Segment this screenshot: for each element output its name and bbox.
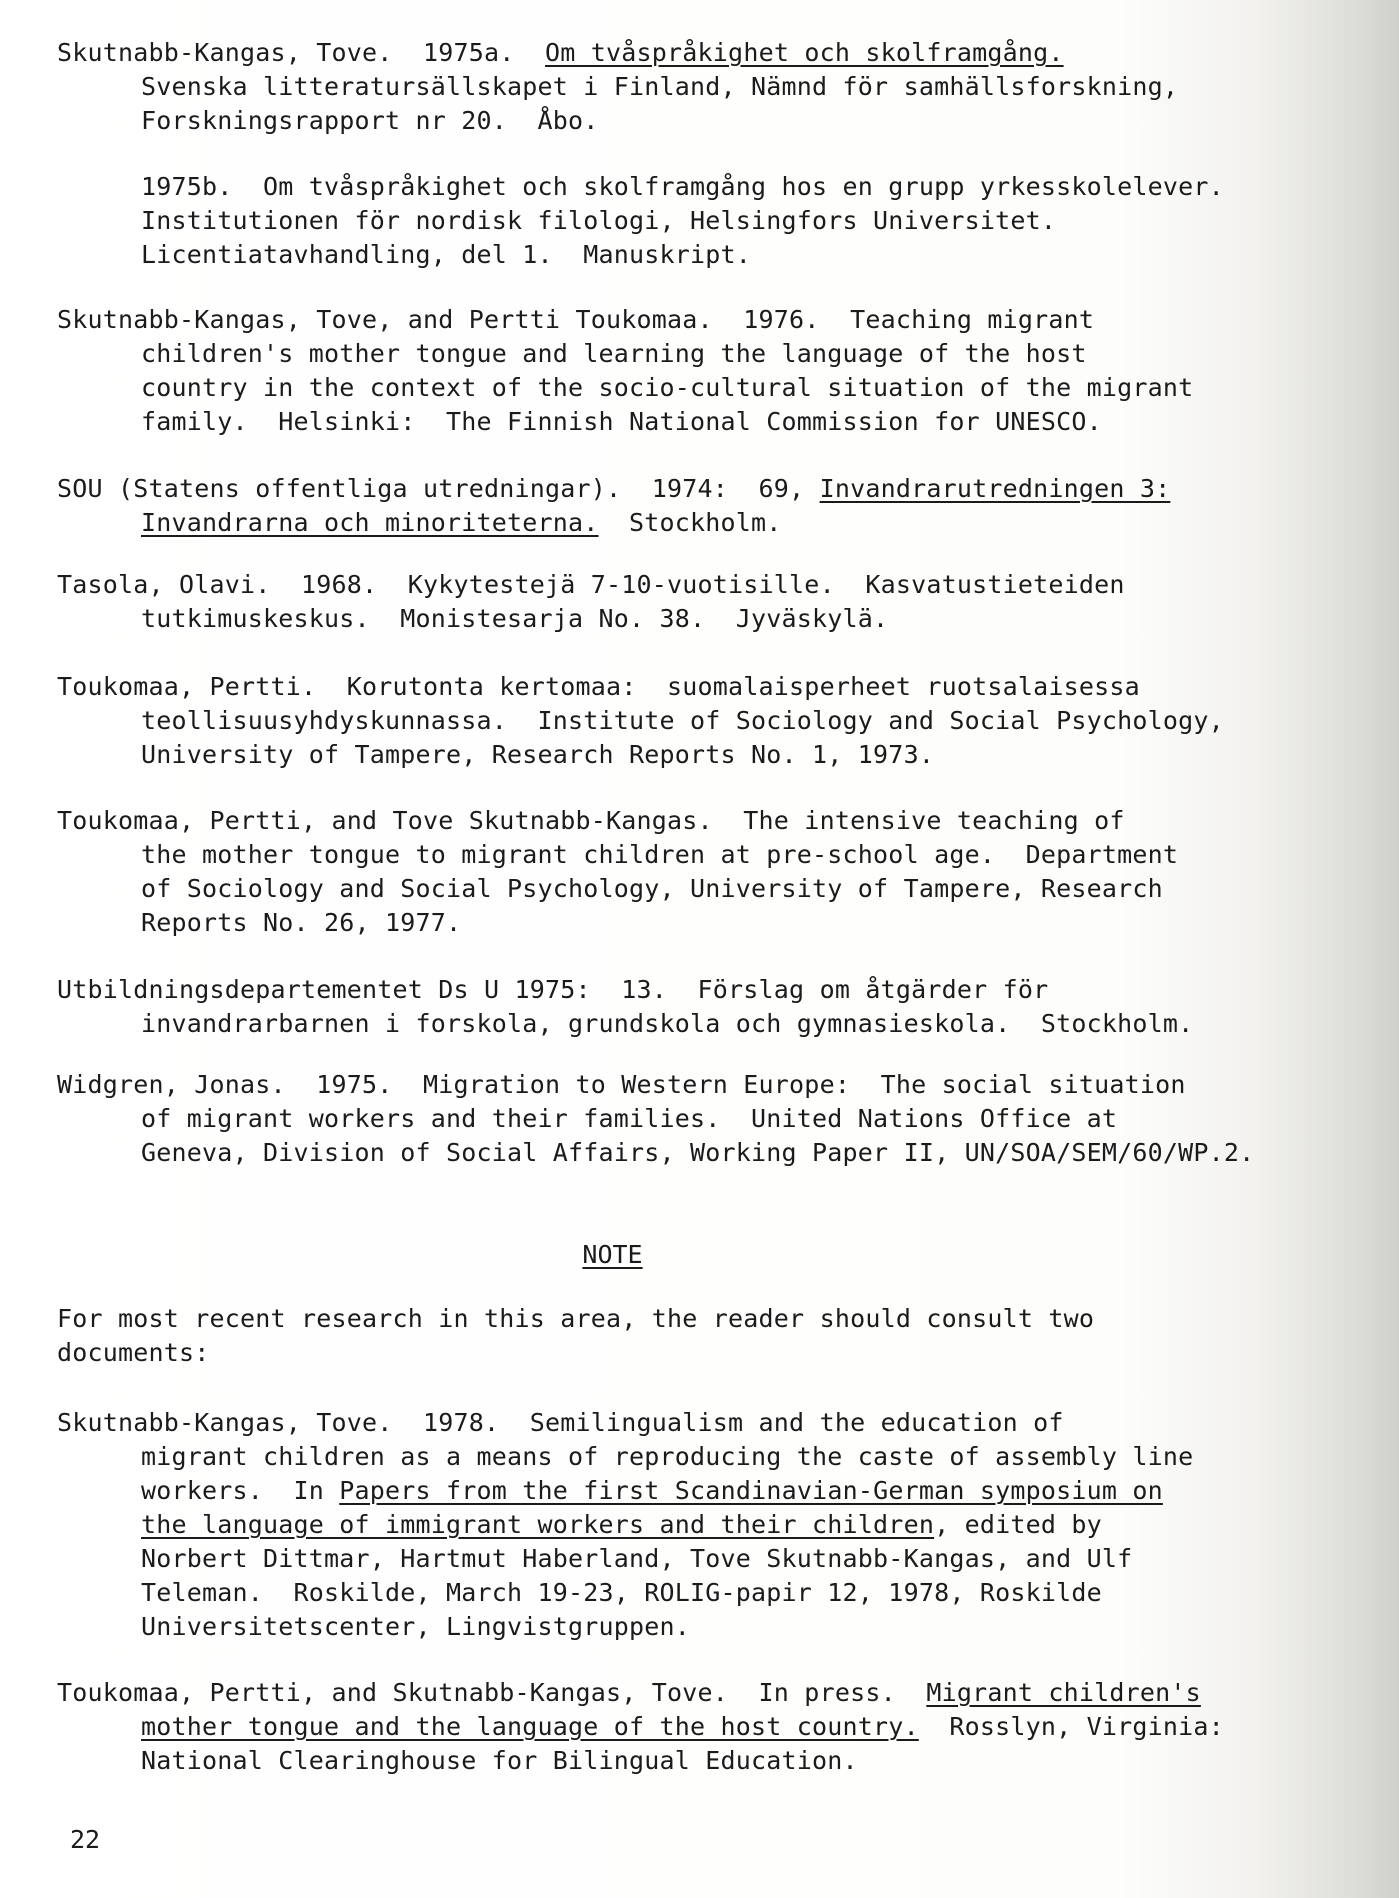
underlined-title: the language of immigrant workers and their children: [141, 1510, 935, 1539]
entry-text: Utbildningsdepartementet Ds U 1975: 13. Förslag om åtgärder för: [57, 975, 1049, 1004]
entry-line: [57, 670, 1347, 704]
entry-line: [57, 1676, 1347, 1710]
entry-line: [57, 838, 1347, 872]
entry-line: [57, 1406, 1347, 1440]
entry-text: Reports No. 26, 1977.: [141, 908, 462, 937]
entry-line: [57, 238, 1347, 272]
entry-line: [57, 303, 1347, 337]
entry-text: Toukomaa, Pertti, and Tove Skutnabb-Kangas. The intensive teaching of: [57, 806, 1125, 835]
entry-line: [57, 170, 1347, 204]
entry-text: of Sociology and Social Psychology, University of Tampere, Research: [141, 874, 1163, 903]
entry-text: Skutnabb-Kangas, Tove, and Pertti Toukomaa. 1976. Teaching migrant: [57, 305, 1095, 334]
note-heading: NOTE: [582, 1240, 643, 1269]
entry-text: documents:: [57, 1338, 210, 1367]
entry-line: [57, 104, 1347, 138]
reference-entry: [57, 36, 1347, 138]
entry-line: [57, 704, 1347, 738]
entry-line: [57, 1508, 1347, 1542]
note-intro-text: [57, 1302, 1347, 1370]
entry-line: [57, 472, 1347, 506]
entry-line: [57, 872, 1347, 906]
entry-text: Skutnabb-Kangas, Tove. 1978. Semilingualism and the education of: [57, 1408, 1064, 1437]
entry-line: [57, 568, 1347, 602]
reference-entry: [57, 804, 1347, 940]
entry-text: Skutnabb-Kangas, Tove. 1975a.: [57, 38, 546, 67]
entry-text: , edited by: [934, 1510, 1102, 1539]
entry-text: Toukomaa, Pertti. Korutonta kertomaa: suomalaisperheet ruotsalaisessa: [57, 672, 1140, 701]
entry-text: Institutionen för nordisk filologi, Helsingfors Universitet.: [141, 206, 1057, 235]
entry-line: [57, 973, 1347, 1007]
entry-text: SOU (Statens offentliga utredningar). 1974: 69,: [57, 474, 820, 503]
note-reference-entry: [57, 1676, 1347, 1778]
reference-entry: [57, 303, 1347, 439]
entry-text: country in the context of the socio-cultural situation of the migrant: [141, 373, 1194, 402]
entry-line: [57, 337, 1347, 371]
entry-text: Teleman. Roskilde, March 19-23, ROLIG-papir 12, 1978, Roskilde: [141, 1578, 1102, 1607]
entry-text: National Clearinghouse for Bilingual Education.: [141, 1746, 858, 1775]
entry-line: [57, 1102, 1347, 1136]
entry-text: Widgren, Jonas. 1975. Migration to Western Europe: The social situation: [57, 1070, 1186, 1099]
entry-line: [57, 1136, 1347, 1170]
entry-line: [57, 1302, 1347, 1336]
entry-text: Licentiatavhandling, del 1. Manuskript.: [141, 240, 752, 269]
entry-line: [57, 1440, 1347, 1474]
entry-text: family. Helsinki: The Finnish National Commission for UNESCO.: [141, 407, 1102, 436]
underlined-title: Papers from the first Scandinavian-German symposium on: [339, 1476, 1163, 1505]
entry-text: migrant children as a means of reproducing the caste of assembly line: [141, 1442, 1194, 1471]
entry-line: [57, 405, 1347, 439]
entry-line: [57, 1474, 1347, 1508]
entry-text: the mother tongue to migrant children at pre-school age. Department: [141, 840, 1179, 869]
entry-text: Norbert Dittmar, Hartmut Haberland, Tove Skutnabb-Kangas, and Ulf: [141, 1544, 1133, 1573]
entry-text: For most recent research in this area, the reader should consult two: [57, 1304, 1095, 1333]
entry-text: invandrarbarnen i forskola, grundskola och gymnasieskola. Stockholm.: [141, 1009, 1194, 1038]
entry-line: [57, 1744, 1347, 1778]
entry-line: [57, 371, 1347, 405]
page-number: 22: [70, 1825, 101, 1854]
entry-text: Geneva, Division of Social Affairs, Working Paper II, UN/SOA/SEM/60/WP.2.: [141, 1138, 1255, 1167]
entry-line: [57, 804, 1347, 838]
entry-line: [57, 1610, 1347, 1644]
entry-text: University of Tampere, Research Reports No. 1, 1973.: [141, 740, 935, 769]
entry-line: [57, 1710, 1347, 1744]
entry-text: Stockholm.: [598, 508, 782, 537]
entry-line: [57, 1007, 1347, 1041]
underlined-title: Invandrarna och minoriteterna.: [141, 508, 599, 537]
entry-text: Toukomaa, Pertti, and Skutnabb-Kangas, Tove. In press.: [57, 1678, 927, 1707]
reference-entry: [57, 170, 1347, 272]
entry-line: [57, 70, 1347, 104]
entry-line: [57, 1576, 1347, 1610]
entry-line: [57, 1068, 1347, 1102]
reference-entry: [57, 670, 1347, 772]
entry-line: [57, 1336, 1347, 1370]
entry-text: workers. In: [141, 1476, 340, 1505]
underlined-title: mother tongue and the language of the host country.: [141, 1712, 919, 1741]
entry-text: Universitetscenter, Lingvistgruppen.: [141, 1612, 691, 1641]
reference-entry: [57, 568, 1347, 636]
entry-text: Rosslyn, Virginia:: [918, 1712, 1224, 1741]
entry-text: Tasola, Olavi. 1968. Kykytestejä 7-10-vuotisille. Kasvatustieteiden: [57, 570, 1125, 599]
entry-text: children's mother tongue and learning the language of the host: [141, 339, 1087, 368]
underlined-title: Migrant children's: [926, 1678, 1201, 1707]
entry-text: 1975b. Om tvåspråkighet och skolframgång hos en grupp yrkesskolelever.: [141, 172, 1224, 201]
underlined-title: Invandrarutredningen 3:: [819, 474, 1171, 503]
entry-line: [57, 738, 1347, 772]
entry-text: tutkimuskeskus. Monistesarja No. 38. Jyväskylä.: [141, 604, 889, 633]
entry-text: Svenska litteratursällskapet i Finland, Nämnd för samhällsforskning,: [141, 72, 1179, 101]
entry-text: of migrant workers and their families. United Nations Office at: [141, 1104, 1118, 1133]
reference-entry: [57, 1068, 1347, 1170]
entry-line: [57, 1542, 1347, 1576]
entry-line: [57, 36, 1347, 70]
entry-line: [57, 602, 1347, 636]
entry-line: [57, 204, 1347, 238]
underlined-title: Om tvåspråkighet och skolframgång.: [545, 38, 1064, 67]
entry-text: teollisuusyhdyskunnassa. Institute of Sociology and Social Psychology,: [141, 706, 1224, 735]
entry-text: Forskningsrapport nr 20. Åbo.: [141, 106, 599, 135]
entry-line: [57, 506, 1347, 540]
reference-entry: [57, 472, 1347, 540]
note-reference-entry: [57, 1406, 1347, 1644]
entry-line: [57, 906, 1347, 940]
reference-entry: [57, 973, 1347, 1041]
